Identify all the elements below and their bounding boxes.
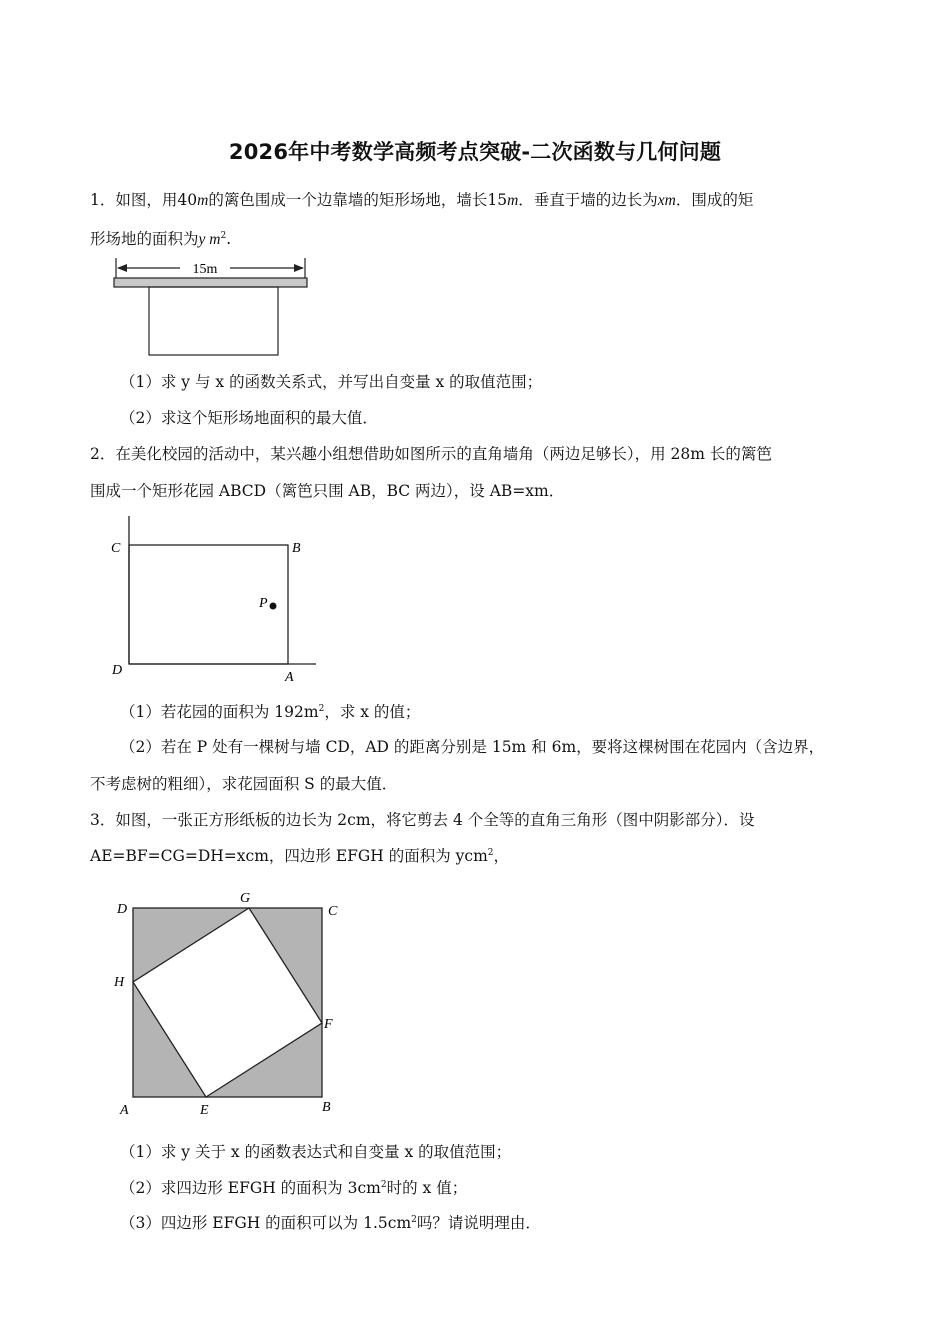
label-f: F	[324, 1017, 333, 1032]
label-a: A	[120, 1103, 129, 1118]
q2-line-1: 2．在美化校园的活动中，某兴趣小组想借助如图所示的直角墙角（两边足够长），用 28m 长的篱笆	[90, 445, 772, 463]
q3-line-2: AE=BF=CG=DH=xcm，四边形 EFGH 的面积为 ycm$^2$，	[90, 847, 510, 865]
q1-wall-length-label: 15m	[192, 262, 218, 277]
q3-sub-3: （3）四边形 EFGH 的面积可以为 $1.5cm^2$吗？请说明理由．	[120, 1214, 541, 1232]
q3-figure	[108, 882, 348, 1120]
q1-number: 1．	[90, 191, 116, 209]
q2-sub-1: （1）若花园的面积为 $192m^2$，求 x 的值；	[120, 703, 421, 721]
label-a: A	[285, 670, 294, 685]
label-c: C	[111, 541, 121, 556]
label-g: G	[240, 891, 251, 906]
q1-line-1: 1．如图，用40m的篱色围成一个边靠墙的矩形场地，墙长15m．垂直于墙的边长为xm．围成的矩	[90, 191, 754, 209]
label-h: H	[114, 975, 125, 990]
q1-sub-1: （1）求 y 与 x 的函数关系式，并写出自变量 x 的取值范围；	[120, 373, 543, 391]
q2-line-2: 围成一个矩形花园 ABCD（篱笆只围 AB，BC 两边），设 AB=xm．	[90, 482, 565, 500]
label-b: B	[292, 541, 301, 556]
page-title: 2026年中考数学高频考点突破-二次函数与几何问题	[228, 140, 722, 164]
label-p: P	[259, 596, 268, 611]
rectangle-field	[149, 287, 278, 355]
q3-sub-2: （2）求四边形 EFGH 的面积为 $3cm^2$时的 x 值；	[120, 1179, 468, 1197]
q2-figure	[108, 514, 323, 690]
q2-sub-2a: （2）若在 P 处有一棵树与墙 CD，AD 的距离分别是 15m 和 6m，要将这棵树围在花园内（含边界，	[120, 738, 825, 756]
q1-sub-2: （2）求这个矩形场地面积的最大值．	[120, 409, 378, 427]
q1-figure	[108, 256, 313, 360]
wall	[114, 278, 307, 287]
q2-sub-2b: 不考虑树的粗细），求花园面积 S 的最大值．	[90, 775, 398, 793]
q3-line-1: 3．如图，一张正方形纸板的边长为 2cm，将它剪去 4 个全等的直角三角形（图中阴影部分）．设	[90, 811, 755, 829]
label-d: D	[112, 663, 123, 678]
q1-line-2: 形场地的面积为y $m^2$.	[90, 230, 232, 248]
tree-point-p	[270, 603, 277, 610]
label-d: D	[117, 902, 128, 917]
label-e: E	[200, 1103, 209, 1118]
label-c: C	[328, 904, 338, 919]
label-b: B	[322, 1100, 331, 1115]
q3-sub-1: （1）求 y 关于 x 的函数表达式和自变量 x 的取值范围；	[120, 1143, 512, 1161]
